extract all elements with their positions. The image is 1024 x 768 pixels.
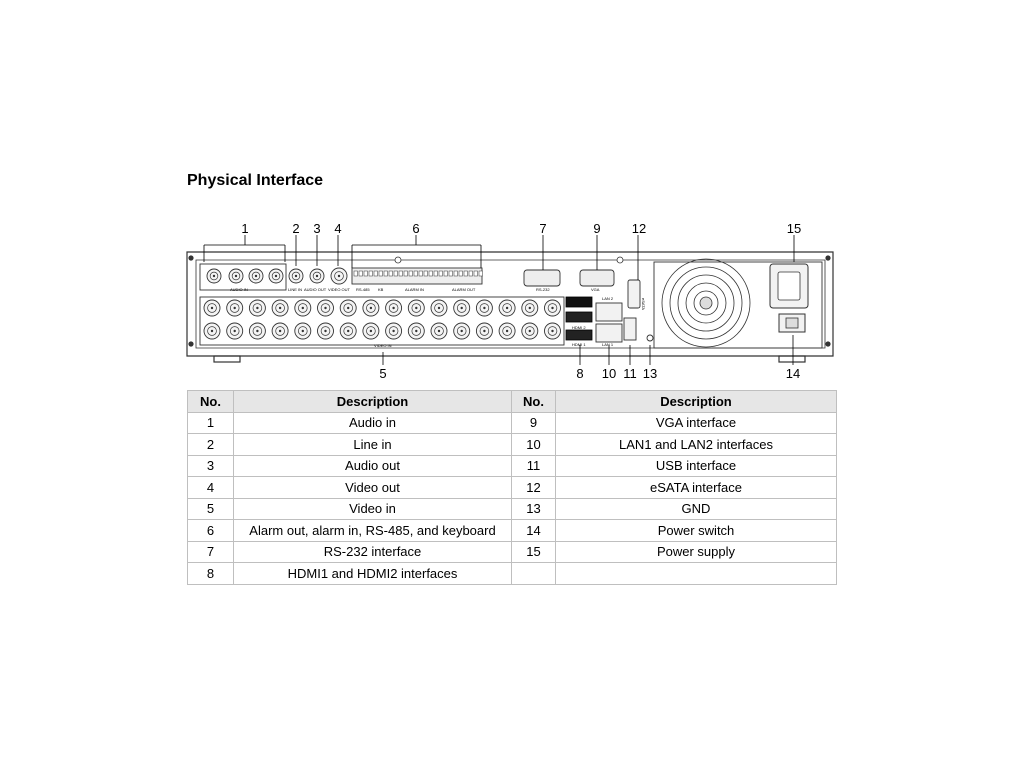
callout-1: 1 [241,221,249,236]
video-in-connector-top-1-pin [211,307,213,309]
lan2-connector [596,303,622,321]
cell-no: 10 [512,434,556,456]
video-in-connector-bottom-1-pin [211,330,213,332]
callout-2: 2 [292,221,300,236]
terminal-pin [464,271,468,276]
lan2-port-label: LAN 2 [602,296,614,301]
cell-description: Audio in [234,412,512,434]
fan-hub [700,297,712,309]
callout-10: 10 [601,366,617,381]
terminal-pin [459,271,463,276]
video-in-connector-top-9-pin [392,307,394,309]
video-in-connector-top-5-pin [302,307,304,309]
audio-out-port-label: AUDIO OUT [304,287,327,292]
terminal-pin [399,271,403,276]
gnd-screw [647,335,653,341]
esata-port-label: eSATA [641,298,646,311]
terminal-pin [369,271,373,276]
video-in-connector-bottom-14-pin [506,330,508,332]
cell-no: 13 [512,498,556,520]
terminal-pin [449,271,453,276]
cell-description: Audio out [234,455,512,477]
interface-table [187,390,837,585]
callout-6: 6 [412,221,420,236]
esata-connector [628,280,640,308]
table-row [188,498,837,520]
video-in-connector-bottom-9-pin [392,330,394,332]
terminal-pin [404,271,408,276]
callout-8: 8 [576,366,584,381]
cell-description: USB interface [556,455,837,477]
video-in-connector-top-7-pin [347,307,349,309]
video-in-connector-top-12-pin [461,307,463,309]
cell-no: 8 [188,563,234,585]
terminal-pin [419,271,423,276]
cell-no: 4 [188,477,234,499]
audio-in-connector-4-pin [275,275,277,277]
vga-port-label: VGA [591,287,600,292]
callout-5: 5 [379,366,387,381]
cell-description: HDMI1 and HDMI2 interfaces [234,563,512,585]
video-in-connector-bottom-15-pin [529,330,531,332]
video-in-connector-top-4-pin [279,307,281,309]
cell-no: 1 [188,412,234,434]
terminal-pin [429,271,433,276]
cell-no: 12 [512,477,556,499]
audio-out-connector-pin [316,275,318,277]
audio-in-connector-3-pin [255,275,257,277]
header-description-right: Description [556,391,837,413]
video-out-connector-pin [338,275,340,277]
alarm-out-port-label: ALARM OUT [452,287,476,292]
video-in-connector-bottom-11-pin [438,330,440,332]
rs232-port-label: RS-232 [536,287,550,292]
callout-7: 7 [539,221,547,236]
lan1-port-label: LAN 1 [602,342,614,347]
video-in-connector-top-6-pin [324,307,326,309]
alarm-in-port-label: ALARM IN [405,287,424,292]
terminal-pin [379,271,383,276]
line-in-connector-pin [295,275,297,277]
line-in-port-label: LINE IN [288,287,303,292]
hdmi-badge [566,297,592,307]
cell-no: 3 [188,455,234,477]
video-in-connector-top-3-pin [256,307,258,309]
cell-description: VGA interface [556,412,837,434]
hdmi2-connector [566,312,592,322]
cell-description: Line in [234,434,512,456]
audio-in-connector-1-pin [213,275,215,277]
terminal-pin [364,271,368,276]
video-in-connector-top-15-pin [529,307,531,309]
callout-13: 13 [642,366,658,381]
cell-description: RS-232 interface [234,541,512,563]
video-in-connector-bottom-16-pin [551,330,553,332]
callout-3: 3 [313,221,321,236]
video-in-connector-bottom-5-pin [302,330,304,332]
header-description-left: Description [234,391,512,413]
panel-screw [395,257,401,263]
cell-description: Power supply [556,541,837,563]
video-in-connector-top-14-pin [506,307,508,309]
cell-description: Power switch [556,520,837,542]
video-in-connector-top-2-pin [234,307,236,309]
terminal-pin [469,271,473,276]
cell-no: 11 [512,455,556,477]
panel-screw [617,257,623,263]
cell-description: Alarm out, alarm in, RS-485, and keyboard [234,520,512,542]
rs485-port-label: RS-485 [356,287,370,292]
cell-description: Video out [234,477,512,499]
terminal-pin [474,271,478,276]
video-in-connector-bottom-2-pin [234,330,236,332]
terminal-pin [409,271,413,276]
hdmi1-port-label: HDMI 1 [572,342,586,347]
header-no-left: No. [188,391,234,413]
table-row [188,455,837,477]
table-row [188,541,837,563]
terminal-pin [389,271,393,276]
cell-no: 15 [512,541,556,563]
cell-description: GND [556,498,837,520]
cell-no: 7 [188,541,234,563]
callout-14: 14 [785,366,801,381]
usb-connector [624,318,636,340]
video-out-port-label: VIDEO OUT [328,287,351,292]
table-row [188,520,837,542]
callout-12: 12 [631,221,647,236]
cell-no [512,563,556,585]
video-in-connector-bottom-3-pin [256,330,258,332]
terminal-pin [444,271,448,276]
power-inlet-socket [778,272,800,300]
page-title: Physical Interface [187,172,324,189]
video-in-connector-top-13-pin [483,307,485,309]
callout-11: 11 [623,366,637,381]
cell-no: 9 [512,412,556,434]
terminal-pin [374,271,378,276]
audio-in-connector-2-pin [235,275,237,277]
lan1-connector [596,324,622,342]
hdmi2-port-label: HDMI 2 [572,325,586,330]
table-row [188,434,837,456]
header-no-right: No. [512,391,556,413]
callout-9: 9 [593,221,601,236]
power-switch-rocker [786,318,798,328]
terminal-pin [354,271,358,276]
cell-description: eSATA interface [556,477,837,499]
callout-4: 4 [334,221,342,236]
kb-port-label: KB [378,287,384,292]
table-row [188,563,837,585]
video-in-connector-bottom-6-pin [324,330,326,332]
table-row [188,412,837,434]
terminal-pin [359,271,363,276]
panel-ports [200,257,822,348]
video-in-connector-bottom-12-pin [461,330,463,332]
terminal-pin [384,271,388,276]
video-in-port-label: VIDEO IN [374,343,392,348]
video-in-connector-bottom-8-pin [370,330,372,332]
video-in-connector-bottom-13-pin [483,330,485,332]
terminal-pin [424,271,428,276]
cell-description [556,563,837,585]
hdmi1-connector [566,330,592,340]
video-in-connector-top-8-pin [370,307,372,309]
cell-no: 14 [512,520,556,542]
terminal-pin [414,271,418,276]
video-in-connector-top-16-pin [551,307,553,309]
terminal-pin [434,271,438,276]
terminal-pin [439,271,443,276]
video-in-connector-bottom-10-pin [415,330,417,332]
terminal-pin [479,271,483,276]
terminal-pin [454,271,458,276]
vga-connector [580,270,614,286]
video-in-connector-top-10-pin [415,307,417,309]
table-header-row [188,391,837,413]
callout-15: 15 [786,221,802,236]
cell-description: Video in [234,498,512,520]
video-in-connector-bottom-7-pin [347,330,349,332]
cell-description: LAN1 and LAN2 interfaces [556,434,837,456]
rs232-connector [524,270,560,286]
video-in-connector-bottom-4-pin [279,330,281,332]
cell-no: 5 [188,498,234,520]
table-row [188,477,837,499]
terminal-pin [394,271,398,276]
video-in-connector-top-11-pin [438,307,440,309]
cell-no: 2 [188,434,234,456]
audio-in-port-label: AUDIO IN [230,287,248,292]
cell-no: 6 [188,520,234,542]
